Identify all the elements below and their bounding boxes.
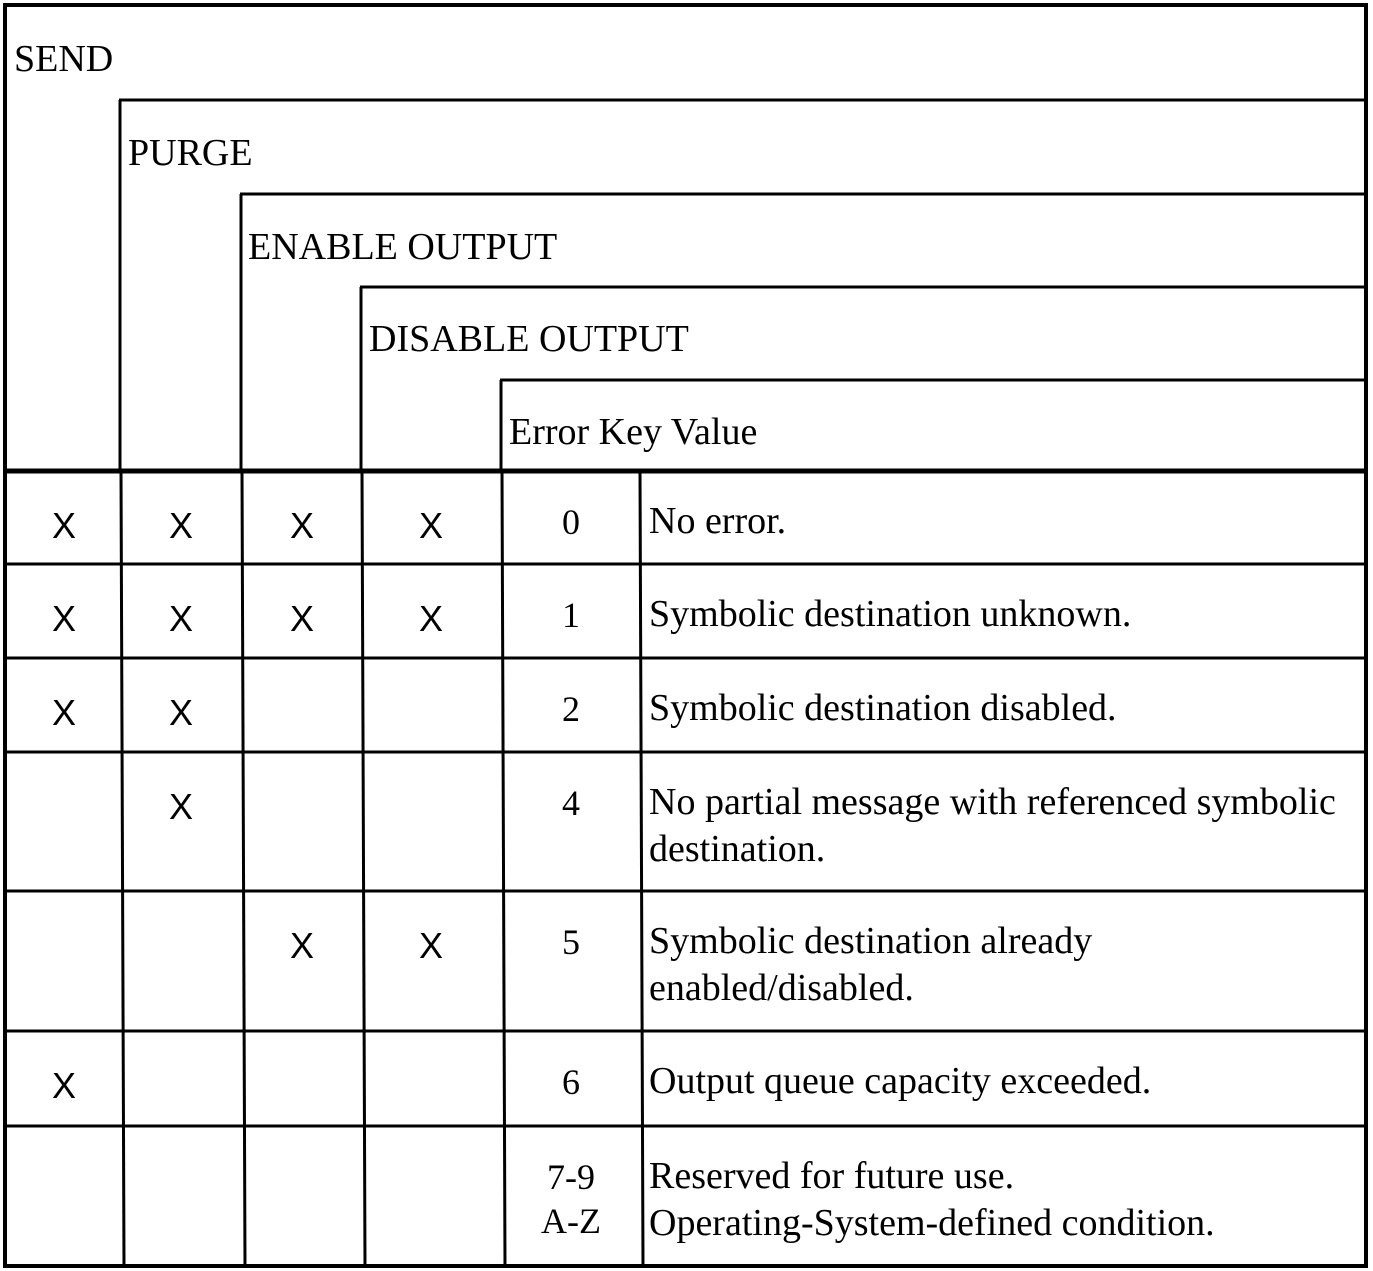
mark-send: X — [51, 1065, 76, 1106]
mark-enable: X — [289, 925, 314, 966]
header-purge: PURGE — [128, 132, 253, 174]
mark-purge: X — [168, 692, 193, 733]
mark-send: X — [51, 692, 76, 733]
error-description: No error. — [649, 500, 787, 542]
error-description: Reserved for future use. Operating-System-defined condition. — [649, 1155, 1215, 1244]
error-description: No partial message with referenced symbolic destination. — [649, 781, 1336, 870]
header-disable-output: DISABLE OUTPUT — [369, 318, 689, 360]
mark-send: X — [51, 598, 76, 639]
error-code: 2 — [562, 689, 580, 729]
error-code: 4 — [562, 783, 580, 823]
mark-enable: X — [289, 598, 314, 639]
mark-purge: X — [168, 786, 193, 827]
header-enable-output: ENABLE OUTPUT — [248, 226, 558, 268]
error-code: 6 — [562, 1062, 580, 1102]
error-code: 5 — [562, 922, 580, 962]
mark-purge: X — [168, 505, 193, 546]
error-code: 7-9 A-Z — [541, 1157, 601, 1241]
error-description: Symbolic destination disabled. — [649, 687, 1117, 729]
error-description: Output queue capacity exceeded. — [649, 1060, 1152, 1102]
header-send: SEND — [14, 38, 114, 80]
error-code: 0 — [562, 502, 580, 542]
mark-disable: X — [418, 598, 443, 639]
header-error-key-value: Error Key Value — [509, 411, 758, 453]
error-code: 1 — [562, 595, 580, 635]
mark-send: X — [51, 505, 76, 546]
mark-purge: X — [168, 598, 193, 639]
error-description: Symbolic destination unknown. — [649, 593, 1132, 635]
mark-disable: X — [418, 505, 443, 546]
mark-enable: X — [289, 505, 314, 546]
error-description: Symbolic destination already enabled/disabled. — [649, 920, 1093, 1009]
mark-disable: X — [418, 925, 443, 966]
